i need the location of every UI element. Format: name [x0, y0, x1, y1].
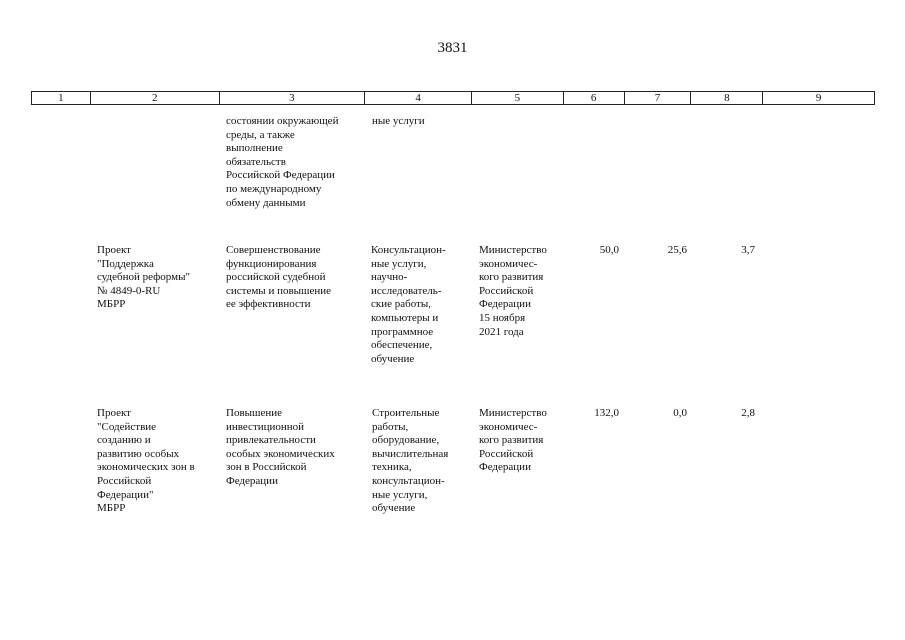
column-header-row: [31, 91, 875, 105]
continuation-goal-text: состоянии окружающей среды, а также выполнение обязательств Российской Федерации по международному обмену данными: [226, 115, 339, 209]
project-name-cell: Проект "Содействие созданию и развитию особых экономических зон в Российской Федерации" МБРР: [97, 407, 195, 515]
continuation-services-text: ные услуги: [372, 115, 425, 127]
column-header-1: 1: [32, 92, 91, 104]
responsible-agency-cell: Министерство экономичес- кого развития Российской Федерации 15 ноября 2021 года: [479, 244, 547, 338]
column-header-5: 5: [472, 92, 564, 104]
column-header-8: 8: [691, 92, 763, 104]
column-header-6: 6: [564, 92, 625, 104]
amount-col8-cell: 2,8: [741, 407, 755, 419]
amount-col7-cell: 25,6: [667, 244, 687, 256]
column-header-3: 3: [220, 92, 366, 104]
amount-col8-cell: 3,7: [741, 244, 755, 256]
amount-col7-cell: 0,0: [673, 407, 687, 419]
column-header-7: 7: [625, 92, 692, 104]
project-name-cell: Проект "Поддержка судебной реформы" № 4849-0-RU МБРР: [97, 244, 190, 311]
project-services-cell: Строительные работы, оборудование, вычислительная техника, консультацион- ные услуги, обучение: [372, 407, 449, 515]
project-goal-cell: Совершенствование функционирования российской судебной системы и повышение ее эффективности: [226, 244, 332, 311]
project-goal-cell: Повышение инвестиционной привлекательности особых экономических зон в Российской Федерации: [226, 407, 335, 487]
column-header-2: 2: [91, 92, 220, 104]
amount-col6-cell: 132,0: [594, 407, 619, 419]
amount-col6-cell: 50,0: [599, 244, 619, 256]
column-header-9: 9: [815, 92, 822, 104]
project-services-cell: Консультацион- ные услуги, научно- исследователь- ские работы, компьютеры и программное обеспечение, обучение: [371, 244, 446, 365]
page-number: 3831: [437, 40, 468, 56]
responsible-agency-cell: Министерство экономичес- кого развития Российской Федерации: [479, 407, 547, 474]
column-header-4: 4: [365, 92, 472, 104]
